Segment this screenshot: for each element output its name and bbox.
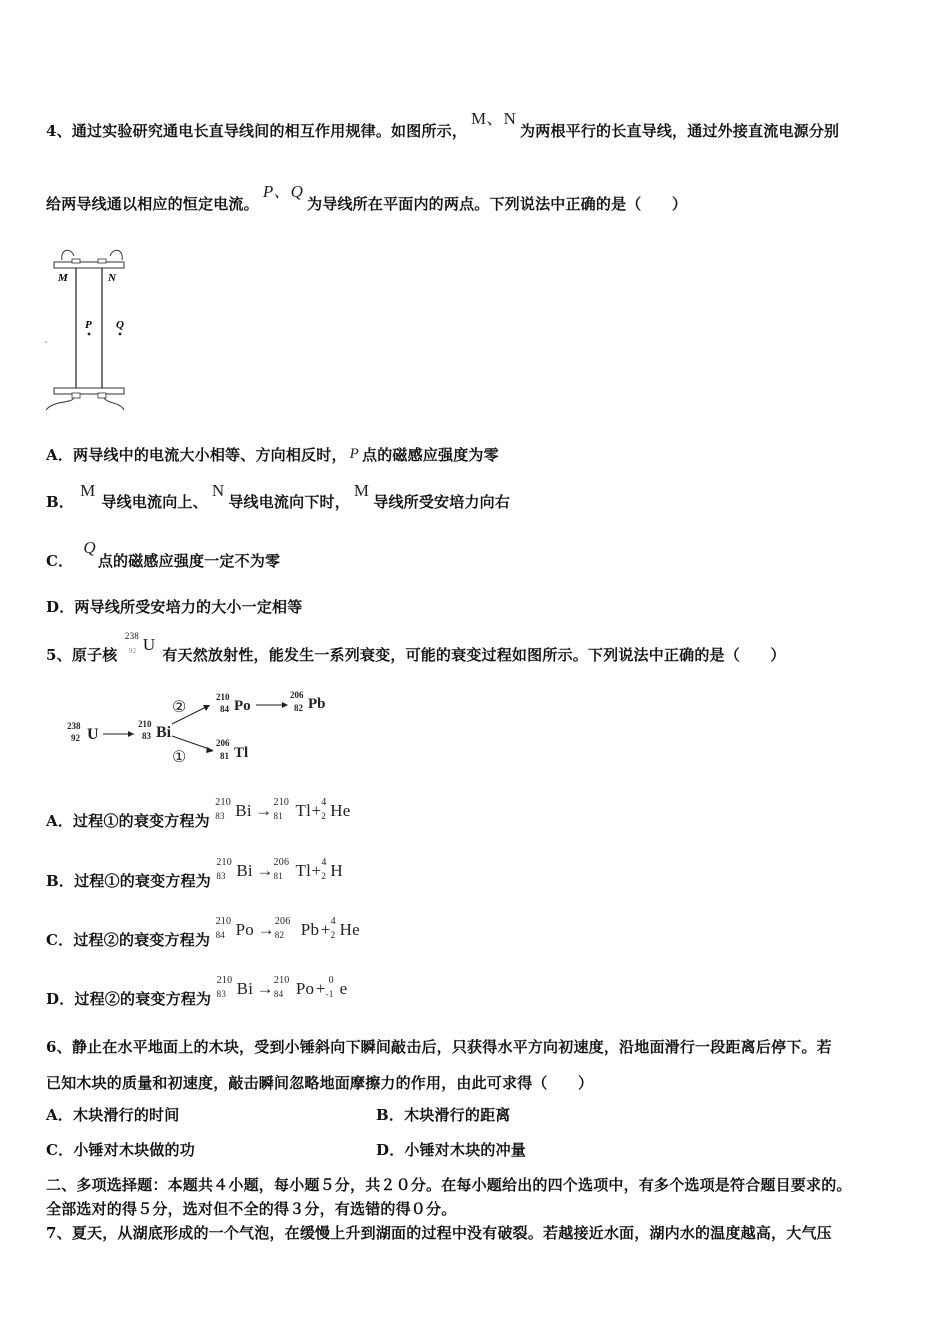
q4-top-bar [54, 262, 124, 268]
q5-fig-po-mass: 210 [216, 692, 230, 702]
q6-option-d: D．小锤对木块的冲量 [376, 1141, 527, 1159]
q5-option-b: B．过程①的衰变方程为 210 83 Bi → 206 81 Tl + 4 2 H [46, 870, 347, 893]
q6-option-c: C．小锤对木块做的功 [46, 1141, 195, 1159]
q5-optd-rhs2: 0 -1 e [325, 975, 348, 1000]
q4-point-q [119, 333, 122, 336]
q5-stem: 5、原子核 238 92 U 有天然放射性，能发生一系列衰变，可能的衰变过程如图所示。下列说法中正确的是（ ） [46, 631, 786, 664]
q6-option-a: A．木块滑行的时间 [46, 1106, 180, 1124]
q5-fig-tl-atomic: 81 [220, 751, 229, 761]
q5-optb-lhs: 210 83 Bi [216, 857, 253, 882]
q4-option-a: A．两导线中的电流大小相等、方向相反时， P 点的磁感应强度为零 [46, 446, 499, 464]
q5-optd-equation: 210 83 Bi → 210 84 Po + 0 -1 e [217, 979, 352, 998]
q4-label-m: M [58, 272, 68, 284]
q5-fig-bi-mass: 210 [138, 719, 152, 729]
q5-optc-lhs: 210 84 Po [215, 916, 254, 941]
q4-sym-mn: M、N [471, 109, 517, 128]
q5-optc-equation: 210 84 Po → 206 82 Pb + 4 2 He [216, 920, 363, 939]
q5-fig-po-symbol: Po [234, 698, 251, 714]
q4-stem-line2: 给两导线通以相应的恒定电流。P、Q为导线所在平面内的两点。下列说法中正确的是（ ） [46, 182, 688, 213]
q4-option-d: D．两导线所受安培力的大小一定相等 [46, 598, 303, 616]
q4-lead-bottom-right [104, 398, 124, 410]
q5-fig-tl-symbol: Tl [234, 745, 249, 761]
q4-label-n: N [108, 272, 116, 284]
q4-option-c: C．Q点的磁感应强度一定不为零 [46, 538, 281, 570]
q5-optd-lhs: 210 83 Bi [216, 975, 254, 1000]
q5-optb-equation: 210 83 Bi → 206 81 Tl + 4 2 H [216, 861, 347, 880]
q5-opta-rhs1: 210 81 Tl [273, 797, 312, 822]
q5-fig-arrowhead-bi-tl [206, 747, 214, 753]
q5-fig-tl-mass: 206 [216, 738, 230, 748]
q4-lead-top-left [62, 250, 74, 260]
q5-fig-u-mass: 238 [67, 721, 81, 731]
q6-stem-line1: 6、静止在水平地面上的木块，受到小锤斜向下瞬间敲击后，只获得水平方向初速度，沿地面滑行一段距离后停下。若 [46, 1038, 832, 1056]
q5-fig-bi-symbol: Bi [156, 724, 172, 741]
q5-optc-rhs1: 206 82 Pb [274, 916, 320, 941]
q4-optb-sym2: N [211, 481, 225, 500]
q5-optb-rhs1: 206 81 Tl [273, 857, 312, 882]
q5-fig-arrowhead-po-pb [282, 702, 288, 708]
q6-option-b: B．木块滑行的距离 [376, 1106, 511, 1124]
q4-optb-sym1: M [80, 481, 96, 500]
section2-heading-line2: 全部选对的得５分，选对但不全的得３分，有选错的得０分。 [46, 1200, 457, 1218]
q4-top-clip-m [72, 259, 80, 263]
q5-opta-rhs2: 4 2 He [321, 797, 351, 822]
q6-stem-line2: 已知木块的质量和初速度，敲击瞬间忽略地面摩擦力的作用，由此可求得（ ） [46, 1074, 594, 1092]
q5-fig-pb-mass: 206 [290, 690, 304, 700]
q5-fig-u-atomic: 92 [71, 733, 80, 743]
q5-optc-rhs2: 4 2 He [330, 916, 360, 941]
q4-label-p: P [85, 319, 92, 331]
q4-wires-figure [40, 242, 140, 414]
q4-bottom-bar [54, 388, 124, 394]
q5-option-a: A．过程①的衰变方程为 210 83 Bi → 210 81 Tl + 4 2 He [46, 810, 353, 833]
q5-optb-rhs2: 4 2 H [321, 857, 343, 882]
q7-stem-line1: 7、夏天，从湖底形成的一个气泡，在缓慢上升到湖面的过程中没有破裂。若越接近水面，湖内水的温度越高，大气压 [46, 1224, 832, 1242]
q4-bottom-clip-m [72, 393, 80, 398]
q5-fig-pb-symbol: Pb [308, 696, 326, 712]
q4-opta-sym: P [349, 446, 360, 462]
q4-optb-sym3: M [353, 481, 370, 500]
q4-speck [45, 341, 47, 343]
q4-stem-line1: 4、通过实验研究通电长直导线间的相互作用规律。如图所示，M、N为两根平行的长直导线，通过外接直流电源分别 [46, 109, 840, 140]
q5-option-c: C．过程②的衰变方程为 210 84 Po → 206 82 Pb + 4 2 He [46, 929, 363, 952]
q5-opta-equation: 210 83 Bi → 210 81 Tl + 4 2 He [215, 801, 353, 820]
q4-bottom-clip-n [98, 393, 106, 398]
q5-fig-u-symbol: U [87, 726, 99, 743]
q4-top-clip-n [98, 259, 106, 263]
q5-option-d: D．过程②的衰变方程为 210 83 Bi → 210 84 Po + 0 -1 e [46, 988, 352, 1011]
q5-fig-arrow-bi-tl [172, 736, 212, 750]
q5-decay-figure [60, 684, 340, 768]
q4-lead-top-right [110, 250, 122, 260]
q4-option-b: B．M导线电流向上、N导线电流向下时，M导线所受安培力向右 [46, 481, 511, 511]
section2-heading-line1: 二、多项选择题：本题共４小题，每小题５分，共２０分。在每小题给出的四个选项中，有多个选项是符合题目要求的。 [46, 1176, 852, 1194]
q4-label-q: Q [116, 319, 124, 331]
q4-point-p [88, 333, 91, 336]
q5-fig-arrowhead-u-bi [128, 731, 134, 737]
q5-fig-pb-atomic: 82 [294, 703, 303, 713]
q5-fig-path2-label: ② [172, 699, 187, 716]
q4-sym-pq: P、Q [262, 182, 304, 201]
q5-fig-po-atomic: 84 [220, 704, 229, 714]
q5-opta-lhs: 210 83 Bi [215, 797, 252, 822]
q4-lead-bottom-left [46, 398, 74, 410]
q5-stem-nuclide: 238 92 U [124, 631, 156, 655]
q4-optc-sym: Q [83, 538, 96, 557]
q5-fig-path1-label: ① [172, 749, 187, 766]
q5-fig-bi-atomic: 83 [142, 731, 151, 741]
q5-optd-rhs1: 210 84 Po [273, 975, 315, 1000]
